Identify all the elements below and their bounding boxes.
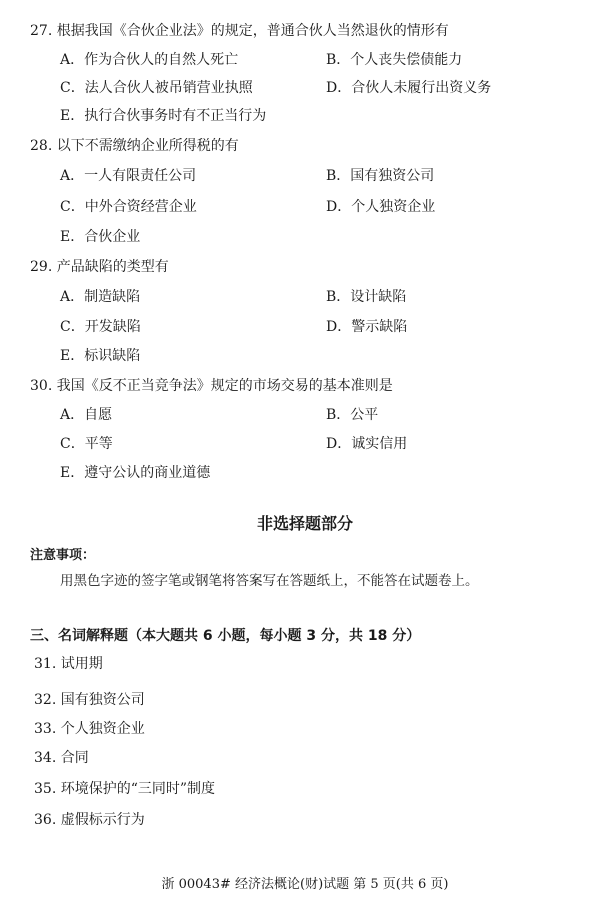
term-text: 试用期 [60, 656, 103, 672]
option-text: 开发缺陷 [84, 319, 141, 335]
option-29-c [60, 318, 141, 336]
term-number: 32. [34, 692, 57, 708]
option-text: 设计缺陷 [350, 289, 407, 305]
option-text: 公平 [350, 407, 379, 423]
term-item-36 [34, 811, 145, 829]
question-28 [30, 137, 239, 155]
term-item-35 [34, 780, 215, 798]
option-key: A． [60, 407, 85, 423]
option-text: 国有独资公司 [350, 168, 435, 184]
option-27-b [326, 51, 462, 69]
option-text: 合伙人未履行出资义务 [351, 80, 492, 96]
option-key: C． [60, 199, 85, 215]
option-29-b [326, 288, 406, 306]
page-footer: 浙 00043# 经济法概论(财)试题 第 5 页(共 6 页) [161, 877, 449, 892]
option-29-e [60, 347, 140, 365]
option-27-e [60, 107, 266, 125]
option-text: 法人合伙人被吊销营业执照 [84, 80, 253, 96]
option-30-e [60, 464, 210, 482]
option-text: 作为合伙人的自然人死亡 [84, 52, 239, 68]
option-key: B． [326, 289, 351, 305]
option-30-c [60, 435, 113, 453]
option-28-b [326, 167, 434, 185]
option-text: 遵守公认的商业道德 [84, 465, 211, 481]
option-key: E． [60, 229, 85, 245]
question-number: 27. [30, 23, 53, 39]
term-text: 合同 [60, 750, 89, 766]
option-text: 个人丧失偿债能力 [350, 52, 463, 68]
section-title: 非选择题部分 [256, 514, 353, 533]
option-30-d [326, 435, 407, 453]
part-three-title: 三、名词解释题（本大题共 6 小题，每小题 3 分，共 18 分） [30, 628, 421, 644]
option-key: C． [60, 80, 85, 96]
term-number: 35. [34, 781, 57, 797]
option-29-d [326, 318, 407, 336]
option-28-c [60, 198, 197, 216]
option-28-a [60, 167, 196, 185]
option-27-d [326, 79, 491, 97]
option-text: 警示缺陷 [351, 319, 408, 335]
question-27 [30, 22, 449, 40]
question-number: 28. [30, 138, 53, 154]
term-text: 环境保护的“三同时”制度 [60, 781, 216, 797]
term-number: 36. [34, 812, 57, 828]
option-key: D． [326, 436, 352, 452]
option-key: A． [60, 52, 85, 68]
term-number: 33. [34, 721, 57, 737]
option-28-d [326, 198, 435, 216]
term-item-34 [34, 749, 89, 767]
option-key: A． [60, 168, 85, 184]
question-30 [30, 377, 393, 395]
option-key: E． [60, 348, 85, 364]
option-text: 个人独资企业 [351, 199, 436, 215]
term-number: 34. [34, 750, 57, 766]
option-text: 合伙企业 [84, 229, 141, 245]
option-text: 制造缺陷 [84, 289, 141, 305]
question-29 [30, 258, 169, 276]
option-key: B． [326, 407, 351, 423]
notice-label: 注意事项： [30, 548, 96, 563]
option-key: B． [326, 168, 351, 184]
option-text: 平等 [84, 436, 113, 452]
question-stem: 以下不需缴纳企业所得税的有 [56, 138, 239, 154]
term-item-32 [34, 691, 145, 709]
option-key: A． [60, 289, 85, 305]
term-number: 31. [34, 656, 57, 672]
term-item-33 [34, 720, 145, 738]
term-text: 个人独资企业 [60, 721, 145, 737]
option-key: D． [326, 199, 352, 215]
question-number: 30. [30, 378, 53, 394]
option-text: 中外合资经营企业 [84, 199, 197, 215]
option-28-e [60, 228, 140, 246]
option-text: 自愿 [84, 407, 113, 423]
option-text: 诚实信用 [351, 436, 408, 452]
term-text: 虚假标示行为 [60, 812, 145, 828]
term-text: 国有独资公司 [60, 692, 145, 708]
term-item-31 [34, 655, 103, 673]
option-key: D． [326, 319, 352, 335]
option-key: C． [60, 436, 85, 452]
option-key: C． [60, 319, 85, 335]
question-number: 29. [30, 259, 53, 275]
question-stem: 根据我国《合伙企业法》的规定，普通合伙人当然退伙的情形有 [56, 23, 449, 39]
option-key: E． [60, 465, 85, 481]
option-key: D． [326, 80, 352, 96]
option-text: 标识缺陷 [84, 348, 141, 364]
question-stem: 我国《反不正当竞争法》规定的市场交易的基本准则是 [56, 378, 393, 394]
option-key: B． [326, 52, 351, 68]
option-text: 一人有限责任公司 [84, 168, 197, 184]
option-27-c [60, 79, 253, 97]
option-key: E． [60, 108, 85, 124]
option-29-a [60, 288, 140, 306]
notice-text: 用黑色字迹的签字笔或钢笔将答案写在答题纸上，不能答在试题卷上。 [60, 573, 479, 589]
option-text: 执行合伙事务时有不正当行为 [84, 108, 267, 124]
option-27-a [60, 51, 238, 69]
option-30-b [326, 406, 378, 424]
option-30-a [60, 406, 112, 424]
question-stem: 产品缺陷的类型有 [56, 259, 169, 275]
